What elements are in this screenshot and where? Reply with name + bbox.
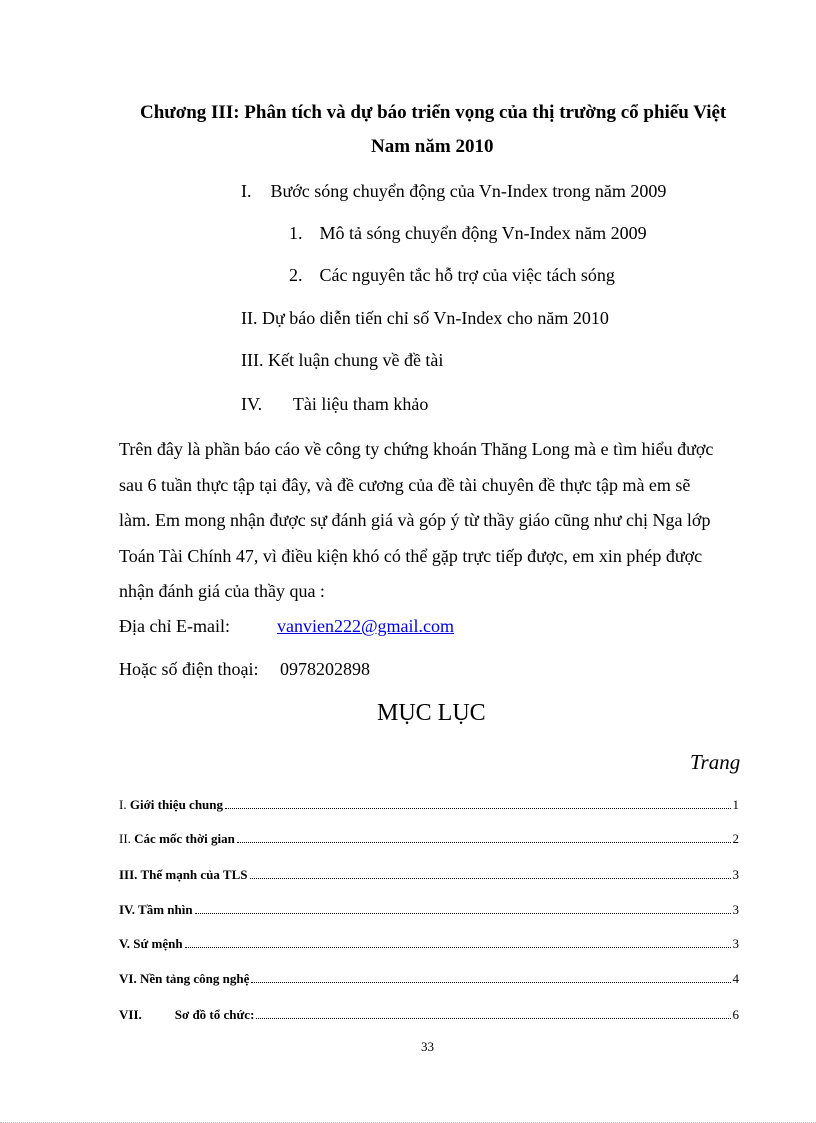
toc-entry[interactable]: [119, 969, 739, 987]
outline-marker: 2.: [289, 265, 303, 285]
toc-leader-dots: [256, 1017, 730, 1019]
toc-entry-title: Tầm nhìn: [135, 902, 193, 917]
paragraph-line: làm. Em mong nhận được sự đánh giá và góp ý từ thầy giáo cũng như chị Nga lớp: [119, 510, 711, 530]
toc-entry-page: 3: [732, 867, 739, 882]
toc-entry-page: 3: [732, 936, 739, 951]
toc-entry[interactable]: [119, 795, 739, 813]
outline-text: Dự báo diễn tiến chỉ số Vn-Index cho năm 2010: [262, 308, 609, 328]
toc-entry-title: Giới thiệu chung: [126, 797, 224, 812]
paragraph-line: Toán Tài Chính 47, vì điều kiện khó có thể gặp trực tiếp được, em xin phép được: [119, 545, 703, 566]
toc-entry-title: Nền tảng công nghệ: [136, 971, 250, 986]
toc-leader-dots: [185, 946, 731, 948]
toc-number: IV.: [119, 902, 136, 917]
outline-item-1-1: [289, 223, 647, 244]
toc-entry[interactable]: [119, 829, 739, 847]
outline-text: Bước sóng chuyển động của Vn-Index trong năm 2009: [270, 181, 667, 201]
outline-item-3: [241, 350, 443, 371]
toc-number: V.: [119, 936, 130, 951]
paragraph-line: sau 6 tuần thực tập tại đây, và đề cương của đề tài chuyên đề thực tập mà em sẽ: [119, 474, 691, 495]
outline-text: Kết luận chung về đề tài: [267, 350, 444, 370]
outline-marker: 1.: [289, 223, 303, 243]
toc-leader-dots: [251, 981, 730, 983]
toc-number: II.: [119, 831, 131, 846]
outline-marker: I.: [241, 181, 252, 201]
toc-page-header: Trang: [690, 750, 741, 774]
toc-entry-page: 6: [732, 1007, 739, 1022]
toc-entry-page: 1: [732, 797, 739, 812]
paragraph-line: Trên đây là phần báo cáo về công ty chứng khoán Thăng Long mà e tìm hiểu được: [119, 439, 714, 459]
chapter-title-line2: Nam năm 2010: [371, 136, 494, 157]
page-number: 33: [421, 1039, 434, 1054]
toc-leader-dots: [195, 912, 731, 914]
phone-number: 0978202898: [280, 659, 370, 679]
outline-item-1-2: [289, 265, 615, 286]
email-label: Địa chỉ E-mail:: [119, 616, 230, 636]
toc-number: III.: [119, 867, 138, 882]
outline-text: Các nguyên tắc hỗ trợ của việc tách sóng: [319, 265, 615, 285]
toc-entry-title: Sơ đồ tổ chức:: [174, 1007, 255, 1022]
toc-entry[interactable]: [119, 900, 739, 918]
outline-marker: III.: [241, 350, 264, 370]
toc-entry-page: 4: [732, 971, 739, 986]
toc-entry[interactable]: [119, 1005, 739, 1023]
toc-title: MỤC LỤC: [377, 700, 486, 726]
outline-marker: II.: [241, 308, 258, 328]
toc-number: I.: [119, 797, 127, 812]
outline-marker: IV.: [241, 394, 263, 414]
toc-entry-title: Các mốc thời gian: [130, 831, 235, 846]
toc-entry[interactable]: [119, 865, 739, 883]
toc-leader-dots: [237, 841, 731, 843]
toc-entry-page: 2: [732, 831, 739, 846]
outline-item-2: [241, 308, 609, 329]
toc-entry-title: Sứ mệnh: [129, 936, 183, 951]
toc-number: VI.: [119, 971, 137, 986]
toc-leader-dots: [250, 877, 731, 879]
toc-entry-page: 3: [732, 902, 739, 917]
email-link[interactable]: vanvien222@gmail.com: [277, 616, 455, 636]
body-paragraph: [119, 432, 742, 610]
chapter-title-line1: Chương III: Phân tích và dự báo triển vọng của thị trường cổ phiếu Việt: [140, 102, 727, 123]
toc-entry-title: Thế mạnh của TLS: [137, 867, 248, 882]
outline-item-1: [241, 181, 666, 202]
toc-number: VII.: [119, 1007, 142, 1022]
outline-text: Tài liệu tham khảo: [292, 394, 429, 414]
outline-item-4: [241, 394, 428, 415]
toc-leader-dots: [225, 807, 730, 809]
toc-entry[interactable]: [119, 934, 739, 952]
outline-text: Mô tả sóng chuyển động Vn-Index năm 2009: [319, 223, 647, 243]
phone-label: Hoặc số điện thoại:: [119, 659, 259, 679]
paragraph-line: nhận đánh giá của thầy qua :: [119, 581, 325, 601]
